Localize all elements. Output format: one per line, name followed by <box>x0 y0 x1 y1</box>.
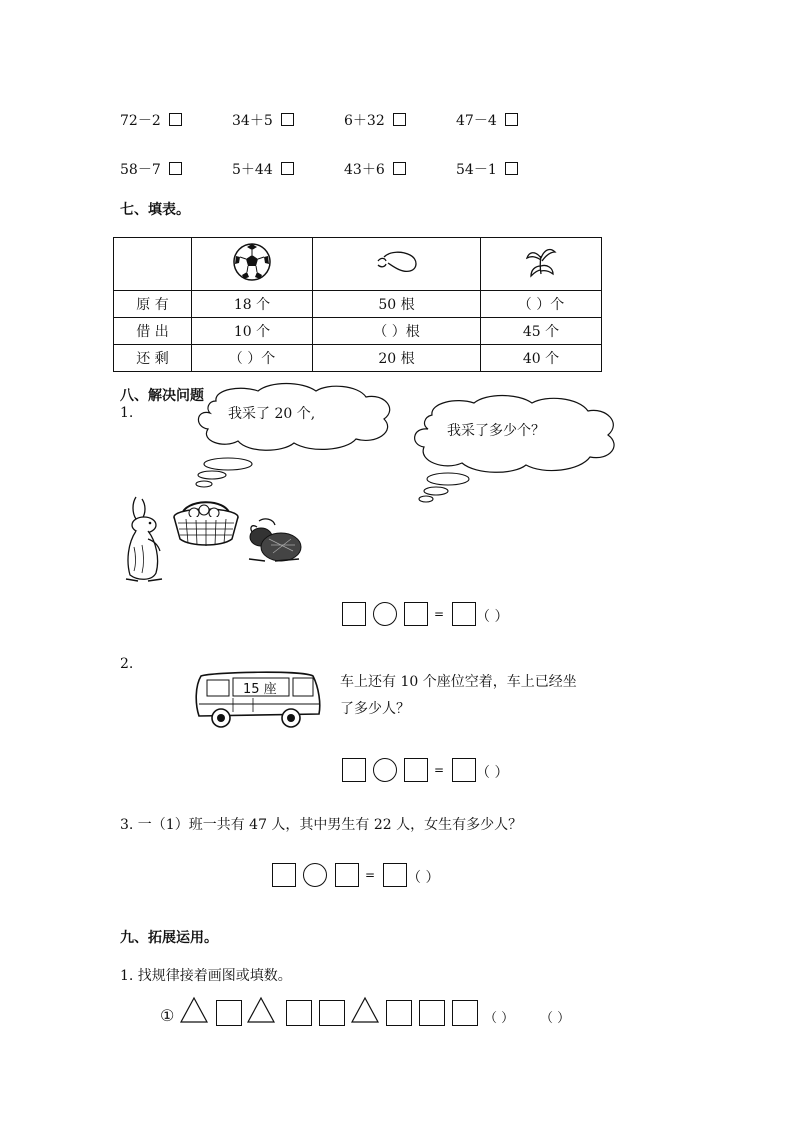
question-number: 2. <box>120 656 134 672</box>
answer-box[interactable] <box>404 602 428 626</box>
equals-sign: = <box>434 607 445 621</box>
square-shape <box>216 1000 242 1026</box>
bus-icon <box>193 668 323 730</box>
bus-label: 15 座 <box>243 682 277 697</box>
unit-paren[interactable]: （ ） <box>407 870 440 886</box>
triangle-shape <box>180 997 208 1023</box>
answer-box[interactable] <box>281 113 294 126</box>
unit-paren[interactable]: （ ） <box>476 609 509 625</box>
basket-icon <box>170 495 242 550</box>
arith-item: 58－7 <box>120 159 182 179</box>
answer-box[interactable] <box>342 758 366 782</box>
q3-text: 3. 一（1）班一共有 47 人，其中男生有 22 人，女生有多少人？ <box>120 817 523 833</box>
plant-sprout-icon <box>521 244 561 280</box>
arith-item: 47－4 <box>456 110 518 130</box>
square-shape <box>419 1000 445 1026</box>
table-cell[interactable]: （ ）个 <box>481 291 602 318</box>
answer-box[interactable] <box>342 602 366 626</box>
operator-circle[interactable] <box>303 863 327 887</box>
square-shape <box>286 1000 312 1026</box>
answer-box[interactable] <box>452 758 476 782</box>
bubble-left-text: 我采了 20 个, <box>228 406 316 422</box>
table-cell: 40 个 <box>481 345 602 372</box>
equals-sign: = <box>365 868 376 882</box>
q2-text-line1: 车上还有 10 个座位空着，车上已经坐 <box>340 674 577 690</box>
square-shape <box>386 1000 412 1026</box>
arith-item: 43＋6 <box>344 159 406 179</box>
answer-paren-b[interactable]: （ ） <box>540 1011 571 1026</box>
fill-table <box>113 237 602 372</box>
thought-bubble-right <box>410 395 620 505</box>
table-cell[interactable]: （ ）个 <box>192 345 313 372</box>
rabbit-crouching-icon <box>245 515 305 565</box>
table-cell[interactable]: （ ）根 <box>313 318 481 345</box>
icon-cell <box>192 238 313 291</box>
bubble-right-text: 我采了多少个？ <box>447 423 545 439</box>
unit-paren[interactable]: （ ） <box>476 765 509 781</box>
row-label: 原 有 <box>114 291 192 318</box>
table-row <box>114 345 602 372</box>
square-shape <box>319 1000 345 1026</box>
answer-box[interactable] <box>169 113 182 126</box>
answer-box[interactable] <box>335 863 359 887</box>
triangle-shape <box>351 997 379 1023</box>
answer-box[interactable] <box>272 863 296 887</box>
answer-box[interactable] <box>404 758 428 782</box>
answer-box[interactable] <box>393 113 406 126</box>
operator-circle[interactable] <box>373 758 397 782</box>
table-cell: 10 个 <box>192 318 313 345</box>
answer-paren-a[interactable]: （ ） <box>484 1011 515 1026</box>
arith-item: 72－2 <box>120 110 182 130</box>
answer-box[interactable] <box>393 162 406 175</box>
section-8-title: 八、解决问题 <box>120 388 204 404</box>
answer-box[interactable] <box>505 162 518 175</box>
answer-box[interactable] <box>169 162 182 175</box>
equals-sign: = <box>434 763 445 777</box>
q2-text-line2: 了多少人？ <box>340 701 410 717</box>
section-9-question: 1. 找规律接着画图或填数。 <box>120 968 292 984</box>
table-cell: 50 根 <box>313 291 481 318</box>
answer-box[interactable] <box>383 863 407 887</box>
triangle-shape <box>247 997 275 1023</box>
section-7-title: 七、填表。 <box>120 202 190 218</box>
answer-box[interactable] <box>452 602 476 626</box>
table-row <box>114 318 602 345</box>
arith-item: 54－1 <box>456 159 518 179</box>
circled-number-marker: ① <box>160 1006 175 1025</box>
answer-box[interactable] <box>505 113 518 126</box>
operator-circle[interactable] <box>373 602 397 626</box>
soccer-ball-icon <box>232 242 272 282</box>
table-cell: 45 个 <box>481 318 602 345</box>
section-9-title: 九、拓展运用。 <box>120 930 218 946</box>
row-label: 还 剩 <box>114 345 192 372</box>
thought-bubble-left <box>190 383 400 473</box>
icon-cell <box>313 238 481 291</box>
icon-cell <box>481 238 602 291</box>
row-label: 借 出 <box>114 318 192 345</box>
rabbit-standing-icon <box>118 495 168 585</box>
corner-cell <box>114 238 192 291</box>
arith-item: 34＋5 <box>232 110 294 130</box>
table-row <box>114 291 602 318</box>
table-cell: 18 个 <box>192 291 313 318</box>
string-icon <box>372 247 422 277</box>
arith-item: 5＋44 <box>232 159 294 179</box>
arith-item: 6＋32 <box>344 110 406 130</box>
table-cell: 20 根 <box>313 345 481 372</box>
square-shape <box>452 1000 478 1026</box>
question-number: 1. <box>120 405 134 421</box>
answer-box[interactable] <box>281 162 294 175</box>
